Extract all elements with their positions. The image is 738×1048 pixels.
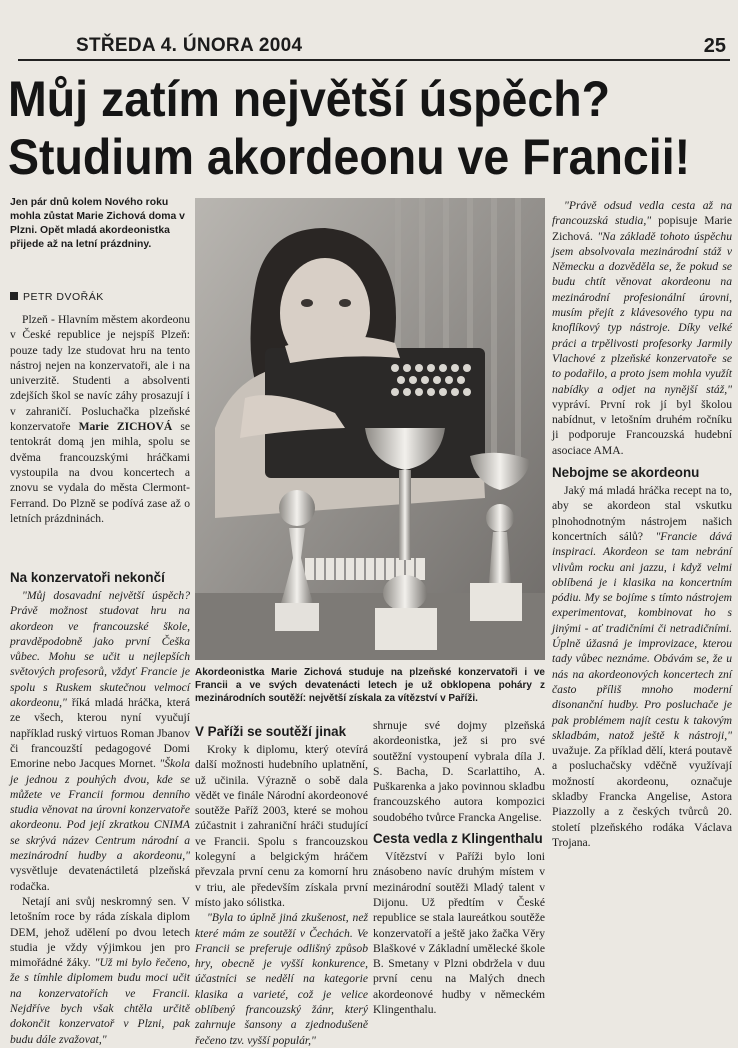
text: uvažuje. Za příklad dělí, která poutavě a posluchačsky vděčně využívají možností akordeonu, označuje skladby Francka Angelise, Astora Piazzolly a z českých tvůrců 20. století plzeňského rodáka Václava Trojana. [552,744,732,849]
article-photo [195,198,545,660]
section4-paragraph-1 [552,483,732,850]
headline-line-2: Studium akordeonu ve Francii! [8,129,691,185]
photo-caption: Akordeonistka Marie Zichová studuje na plzeňské konzervatoři i ve Francii a ve svých devatenácti letech je už obklopena poháry z mezinárodních soutěží: největší získala za vítězství v Paříži. [195,667,545,704]
quote: "Právě odsud vedla cesta až na francouzská studia," [552,199,732,228]
black-square-icon [10,292,18,300]
quote: "Už mi bylo řečeno, že s tímhle diplomem budu moci učit na konzervatořích ve Francii. Nejdříve bych však chtěla určitě dokončit konzervatoř v Plzni, pak budu dále zvažovat," [10,956,190,1046]
intro-text-a: Plzeň - Hlavním městem akordeonu v České republice je nejspíš Plzeň: pouze tady lze studovat hru na tento nástroj nejen na konzervatoři, ale i na univerzitě. Studenti a absolventi zdejších škol se navíc záhy prosazují i v zahraničí. Posluchačka plzeňské konzervatoře [10,313,190,434]
byline [10,291,104,303]
section1-paragraph-2 [10,894,190,1047]
quote: "Můj dosavadní největší úspěch? Právě možnost studovat hru na akordeon ve francouzské škole, pravděpodobně jako první Češka vůbec. Mohu se učit u nejlepších světových profesorů, vždyť Francie je spolu s Ruskem skutečnou velmocí akordeonu," [10,589,190,710]
quote: "Byla to úplně jiná zkušenost, než které mám ze soutěží v Čechách. Ve Francii se preferuje odlišný způsob hry, obecně je vyšší konkurence, účastníci se nedělí na kategorie klasika a varieté, což je velice oblíbený francouzský žánr, který zahrnuje šansony a zjednodušeně řečeno tzv. vyšší populár," [195,911,368,1047]
accordionist-photo-icon [195,198,545,660]
section2-paragraph-2 [195,910,368,1048]
issue-date: STŘEDA 4. ÚNORA 2004 [76,35,303,56]
header-rule [18,59,730,61]
section2-paragraph-3: shrnuje své dojmy plzeňská akordeonistka, jež si pro své soutěžní vystoupení vybrala díla J. S. Bacha, D. Scarlattiho, A. Puškarenka a jako povinnou skladbu francouzského autora kompozici soudobého tvůrce Francka Angelise. [373,719,545,824]
subject-name: Marie ZICHOVÁ [78,420,173,434]
quote: "Na základě tohoto úspěchu jsem absolvovala mezinárodní stáž v Německu a dozvěděla se, že pokud se budu chtít věnovat akordeonu na mezinárodní profesionální úrovni, musím přejít z klávesového typu na knoflíkový typ nástroje. Díky velké práci a trpělivosti profesorky Jarmily Vlachové z plzeňské konzervatoře se to podařilo, a proto jsem mohla využít nabídky a odjet na nynější stáž," [552,229,732,396]
quote: "Francie dává inspiraci. Akordeon se tam nebrání vlivům rocku ani jazzu, i když velmi oblíbená je i klasika na koncertním pódiu. My se bojíme s tímto nástrojem experimentovat, kombinovat ho s jinými - ať tradičními či netradičními. Úplně úžasná je improvizace, kterou tady vůbec neznáme. Obávám se, že u nás na akordeonových koncertech zní často příliš mnoho moderní disonanční hudby. Pro posluchače je pak problémem najít cestu k takovým skladbám, natož ještě k nástroji," [552,529,732,742]
author-name: PETR DVOŘÁK [23,291,104,303]
text: vysvětluje devatenáctiletá plzeňská rodačka. [10,864,190,893]
section1-paragraph-1 [10,588,190,894]
text: vypráví. První rok jí byl školou nabídnut, v letošním druhém ročníku ji podporuje Francouzská hudební asociace AMA. [552,397,732,457]
section-heading-pariz: V Paříži se soutěží jinak [195,724,347,739]
section-heading-klingenthal: Cesta vedla z Klingenthalu [373,831,543,847]
column-1-section [10,564,190,1047]
quote: "Škola je jednou z pouhých dvou, kde se můžete ve Francii formou denního studia věnovat na úrovni konzervatoře akordeonu. Pod její zkratkou CNIMA se skrývá název Centrum národní a mezinárodní hudby a akordeonu," [10,757,190,863]
lead-paragraph: Jen pár dnů kolem Nového roku mohla zůstat Marie Zichová doma v Plzni. Opět mladá akordeonistka přijede až na letní prázdniny. [10,197,185,250]
section3-paragraph-2 [552,198,732,458]
column-3 [373,718,545,1017]
section-heading-konzervatori: Na konzervatoři nekončí [10,570,165,585]
headline [8,70,691,186]
section2-paragraph-1: Kroky k diplomu, který otevírá další možnosti hudebního uplatnění, už učinila. Výrazně o sobě dala vědět ve finále Národní akordeonové soutěže Paříž 2003, které se mohou zúčastnit i zahraniční hráči studující ve Francii. Spolu s francouzskou kolegyní a belgickým hráčem převzala první cenu za komorní hru v triu, ale především získala první místo jako sólistka. [195,743,368,909]
headline-line-1: Můj zatím největší úspěch? [8,71,611,127]
text: popisuje Marie Zichová. [552,214,732,243]
text: Jaký má mladá hráčka recept na to, aby se akordeon stal vskutku plnohodnotným nástrojem našich koncertních sálů? [552,484,732,543]
text: Netají ani svůj neskromný sen. V letošním roce by ráda získala diplom DEM, jehož udělení po dvou letech studia je vždy výjimkou jen pro mimořádné žáky. [10,894,190,970]
intro-paragraph [10,312,190,526]
page-number: 25 [703,35,726,57]
section3-paragraph-1: Vítězství v Paříži bylo loni znásobeno navíc druhým místem v mezinárodní soutěži Mladý talent v Dijonu. Už předtím v České republice se stala laureátkou soutěže konzervatoří a ještě jako žačka Věry Blaškové v Základní umělecké škole B. Smetany v Plzni obdržela v duu první cenu na Malých dnech akordeonové hudby v německém Klingenthalu. [373,850,545,1017]
page-header [0,31,738,67]
text: říká mladá hráčka, která ze všech, kterou nyní vyučují například ruský virtuos Roman Jbanov či francouzští pedagogové Domi Emorine nebo Jacques Mornet. [10,696,190,771]
section-heading-akordeon: Nebojme se akordeonu [552,465,700,481]
intro-text-b: se tentokrát domą jen mihla, spolu se dvěma francouzskými hráčkami vystoupila na dvou koncertech a znovu se vydala do města Clermont-Ferrand. Do Plzně se podívá zase až o letních prázdninách. [10,420,190,525]
column-2 [195,718,368,1048]
column-1 [10,312,190,526]
column-4 [552,198,732,850]
